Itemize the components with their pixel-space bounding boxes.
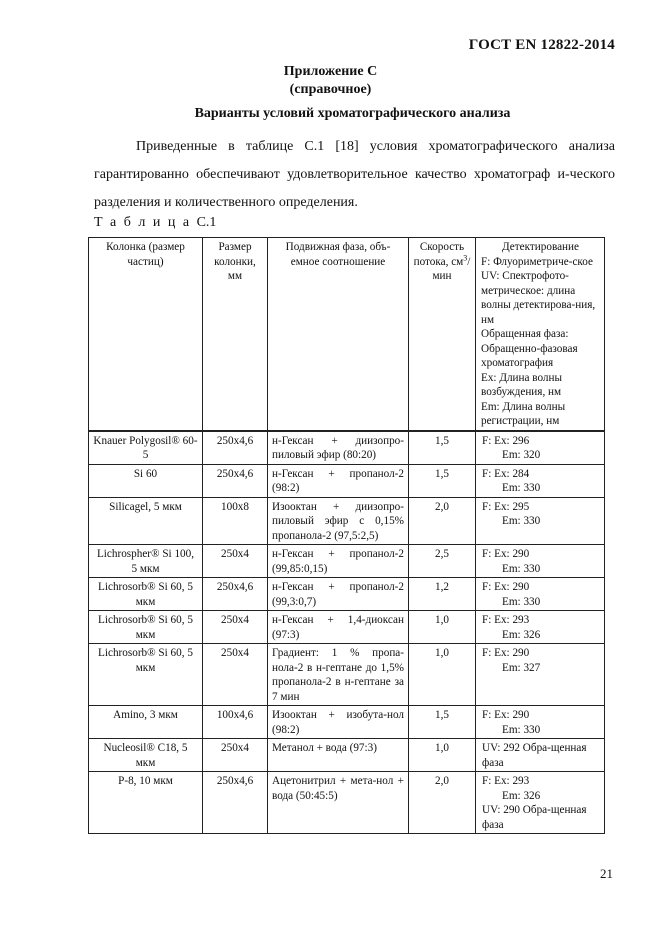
cell-column: P-8, 10 мкм [89, 772, 203, 834]
header-detection-line: UV: Спектрофото-метрическое: длина волны детектирова-ния, нм [481, 270, 596, 326]
detection-line: Em: 326 [502, 789, 541, 802]
cell-size: 100x8 [203, 497, 268, 545]
cell-column: Si 60 [89, 464, 203, 497]
detection-line: F: Ex: 284 [482, 467, 530, 480]
cell-column: Nucleosil® C18, 5 мкм [89, 739, 203, 772]
appendix-subtitle: (справочное) [289, 82, 372, 97]
detection-line: F: Ex: 290 [482, 581, 530, 593]
cell-detection [476, 739, 605, 772]
cell-detection [476, 611, 605, 644]
detection-line: F: Ex: 293 [482, 775, 530, 787]
cell-phase: н-Гексан + пропанол-2 (99,3:0,7) [268, 578, 409, 611]
table-label-number: С.1 [196, 215, 217, 230]
table-row [89, 706, 605, 739]
table-row [89, 464, 605, 497]
header-flow-text: Скорость потока, см [413, 241, 465, 268]
cell-phase: Градиент: 1 % пропа-нола-2 в н-гептане до 1,5% пропанола-2 в н-гептане за 7 мин [268, 644, 409, 706]
cell-phase: Изооктан + диизопро-пиловый эфир с 0,15% пропанола-2 (97,5:2,5) [268, 497, 409, 545]
cell-detection [476, 772, 605, 834]
intro-paragraph-text: Приведенные в таблице С.1 [18] условия хроматографического анализа гарантированно обеспечивают удовлетворительное качество хроматограф и-ческого разделения и количественного определения. [94, 139, 615, 210]
detection-line: Em: 320 [502, 449, 541, 461]
cell-phase: н-Гексан + 1,4-диоксан (97:3) [268, 611, 409, 644]
cell-size: 250x4,6 [203, 464, 268, 497]
detection-line: Em: 330 [502, 723, 541, 736]
header-detection-line: Ex: Длина волны возбуждения, нм [481, 371, 563, 398]
cell-column: Lichrosorb® Si 60, 5 мкм [89, 611, 203, 644]
cell-flow: 1,2 [409, 578, 476, 611]
table-row [89, 772, 605, 834]
cell-detection [476, 464, 605, 497]
header-mobile-phase: Подвижная фаза, объ-емное соотношение [268, 238, 409, 431]
detection-line: F: Ex: 295 [482, 500, 530, 513]
cell-phase: Метанол + вода (97:3) [268, 739, 409, 772]
detection-line: UV: 292 Обра-щенная фаза [482, 742, 587, 769]
appendix-title: Приложение С [283, 64, 378, 79]
detection-line: F: Ex: 293 [482, 614, 530, 626]
chromatography-table [88, 237, 605, 834]
cell-size: 250x4 [203, 611, 268, 644]
cell-size: 250x4,6 [203, 578, 268, 611]
cell-flow: 1,0 [409, 644, 476, 706]
cell-detection [476, 644, 605, 706]
cell-column: Amino, 3 мкм [89, 706, 203, 739]
detection-line: UV: 290 Обра-щенная фаза [482, 804, 587, 831]
cell-size: 100x4,6 [203, 706, 268, 739]
cell-phase: Изооктан + изобута-нол (98:2) [268, 706, 409, 739]
cell-phase: Ацетонитрил + мета-нол + вода (50:45:5) [268, 772, 409, 834]
detection-line: Em: 330 [502, 482, 541, 494]
header-detection-line: Em: Длина волны регистрации, нм [481, 400, 566, 427]
table-row [89, 611, 605, 644]
header-detection-line: F: Флуориметриче-ское [481, 255, 593, 268]
cell-detection [476, 431, 605, 465]
cell-flow: 2,0 [409, 772, 476, 834]
header-detection-line: Обращенная фаза: Обращенно-фазовая хроматография [481, 328, 578, 369]
document-standard-code: ГОСТ EN 12822-2014 [468, 37, 615, 53]
page-number: 21 [600, 866, 613, 881]
header-flow [409, 238, 476, 431]
table-row [89, 578, 605, 611]
cell-detection [476, 545, 605, 578]
cell-flow: 1,5 [409, 464, 476, 497]
header-flow-unit: /мин [432, 255, 471, 282]
table-row [89, 431, 605, 465]
header-detection [476, 238, 605, 431]
table-row [89, 739, 605, 772]
cell-column: Lichrosorb® Si 60, 5 мкм [89, 644, 203, 706]
table-row [89, 545, 605, 578]
cell-detection [476, 578, 605, 611]
cell-flow: 1,0 [409, 611, 476, 644]
table-row [89, 497, 605, 545]
detection-line: Em: 330 [502, 595, 541, 608]
cell-column: Knauer Polygosil® 60-5 [89, 431, 203, 465]
detection-line: F: Ex: 290 [482, 709, 530, 721]
header-flow-sup: 3 [463, 252, 468, 262]
header-size: Размер колонки, мм [203, 238, 268, 431]
cell-phase: н-Гексан + диизопро-пиловый эфир (80:20) [268, 431, 409, 465]
cell-column: Lichrosorb® Si 60, 5 мкм [89, 578, 203, 611]
section-title: Варианты условий хроматографического анализа [194, 106, 511, 121]
cell-phase: н-Гексан + пропанол-2 (98:2) [268, 464, 409, 497]
cell-flow: 1,0 [409, 739, 476, 772]
cell-column: Lichrospher® Si 100, 5 мкм [89, 545, 203, 578]
cell-flow: 1,5 [409, 431, 476, 465]
cell-flow: 2,5 [409, 545, 476, 578]
detection-line: Em: 327 [502, 661, 541, 674]
table-row [89, 644, 605, 706]
cell-size: 250x4 [203, 545, 268, 578]
cell-size: 250x4,6 [203, 772, 268, 834]
cell-column: Silicagel, 5 мкм [89, 497, 203, 545]
header-detection-title: Детектирование [502, 241, 579, 253]
header-column: Колонка (размер частиц) [89, 238, 203, 431]
cell-size: 250x4 [203, 739, 268, 772]
detection-line: Em: 330 [502, 562, 541, 575]
table-header-row [89, 238, 605, 431]
detection-line: Em: 330 [502, 515, 541, 527]
detection-line: F: Ex: 296 [482, 434, 530, 447]
intro-paragraph [94, 133, 615, 217]
table-label-prefix: Т а б л и ц а [94, 215, 192, 230]
cell-flow: 1,5 [409, 706, 476, 739]
detection-line: Em: 326 [502, 628, 541, 641]
cell-detection [476, 497, 605, 545]
cell-size: 250x4 [203, 644, 268, 706]
table-label [94, 215, 216, 231]
cell-size: 250x4,6 [203, 431, 268, 465]
cell-flow: 2,0 [409, 497, 476, 545]
cell-detection [476, 706, 605, 739]
cell-phase: н-Гексан + пропанол-2 (99,85:0,15) [268, 545, 409, 578]
detection-line: F: Ex: 290 [482, 548, 530, 560]
detection-line: F: Ex: 290 [482, 647, 530, 659]
